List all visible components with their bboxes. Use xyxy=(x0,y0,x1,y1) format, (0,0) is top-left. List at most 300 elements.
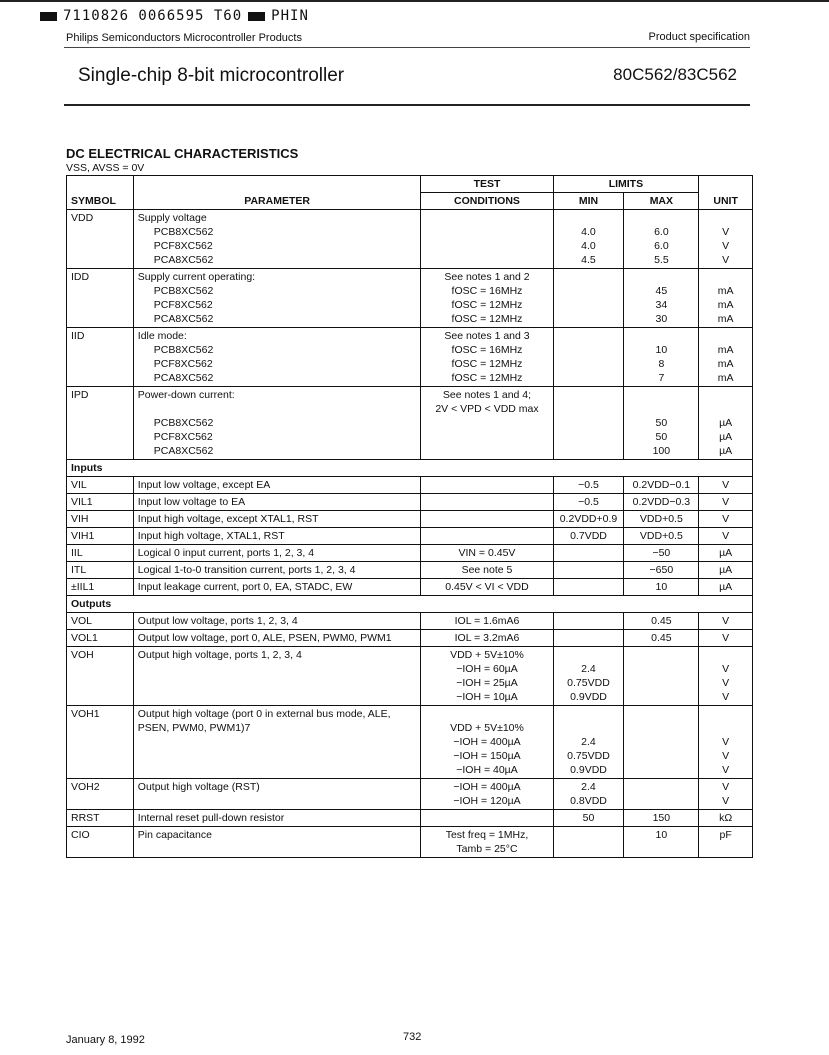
cell-parameter-line: Output high voltage (port 0 in external bus mode, ALE, xyxy=(137,708,391,720)
cell-max xyxy=(624,706,699,779)
cell-max-line: 100 xyxy=(652,445,671,457)
cell-min xyxy=(553,269,624,328)
cell-unit-line: V xyxy=(722,736,730,748)
cell-min-line: 4.0 xyxy=(581,226,596,238)
cell-max-line xyxy=(628,707,694,721)
cell-unit-line: V xyxy=(722,795,730,807)
cell-conditions xyxy=(421,630,553,647)
table-row xyxy=(67,269,753,328)
cell-test xyxy=(421,511,553,528)
cell-min-line xyxy=(558,828,620,842)
cell-min-line xyxy=(558,721,620,735)
cell-conditions xyxy=(421,827,553,858)
cell-unit xyxy=(699,613,753,630)
cell-unit xyxy=(699,269,753,328)
cell-conditions-line xyxy=(425,239,548,253)
cell-parameter xyxy=(133,779,421,810)
cell-parameter-line: Pin capacitance xyxy=(137,829,212,841)
cell-unit-line xyxy=(703,707,748,721)
col-header-test: TEST xyxy=(421,176,553,193)
cell-unit xyxy=(699,630,753,647)
cell-min xyxy=(553,562,624,579)
cell-min-line: 0.9VDD xyxy=(570,691,607,703)
cell-max-line: 6.0 xyxy=(654,226,669,238)
cell-unit-line xyxy=(703,648,748,662)
col-header-limits: LIMITS xyxy=(553,176,699,193)
cell-max-line xyxy=(628,763,694,777)
cell-par: Input low voltage, except EA xyxy=(133,477,421,494)
cell-conditions xyxy=(421,269,553,328)
section-label: Inputs xyxy=(67,460,753,477)
cell-min-line xyxy=(558,707,620,721)
cell-conditions xyxy=(421,647,553,706)
cell-parameter-line: Output high voltage, ports 1, 2, 3, 4 xyxy=(137,649,302,661)
cell-min-line xyxy=(558,631,620,645)
cell-conditions xyxy=(421,328,553,387)
cell-unit-line: V xyxy=(722,691,730,703)
cell-conditions-line: −IOH = 40µA xyxy=(456,764,518,776)
cell-max-line xyxy=(628,211,694,225)
barcode-block-icon xyxy=(248,12,265,21)
cell-max-line xyxy=(628,329,694,343)
cell-test: See note 5 xyxy=(421,562,553,579)
cell-conditions-line: −IOH = 60µA xyxy=(456,663,518,675)
cell-conditions-line: fOSC = 16MHz xyxy=(451,285,523,297)
cell-min: 0.7VDD xyxy=(553,528,624,545)
cell-conditions-line: fOSC = 12MHz xyxy=(451,313,523,325)
cell-unit-line xyxy=(703,388,748,402)
cell-unit-line: pF xyxy=(719,829,732,841)
cell-unit-line xyxy=(703,721,748,735)
cell-unit-line: V xyxy=(722,632,730,644)
cell-symbol: VDD xyxy=(67,210,134,269)
cell-unit-line: mA xyxy=(717,285,734,297)
barcode-digits: 7110826 0066595 T60 xyxy=(63,8,243,24)
cell-sym: ±IIL1 xyxy=(67,579,134,596)
table-row xyxy=(67,210,753,269)
cell-parameter-line: PCA8XC562 xyxy=(153,254,214,266)
cell-min xyxy=(553,810,624,827)
cell-parameter-line: Output high voltage (RST) xyxy=(137,781,260,793)
cell-min-line xyxy=(558,402,620,416)
cell-conditions-line xyxy=(425,416,548,430)
cell-conditions-line xyxy=(425,211,548,225)
cell-conditions-line: See notes 1 and 4; xyxy=(442,389,532,401)
cell-parameter-line xyxy=(138,763,417,777)
cell-conditions-line: −IOH = 120µA xyxy=(453,795,521,807)
cell-max-line xyxy=(628,690,694,704)
cell-unit xyxy=(699,210,753,269)
cell-conditions-line: VDD + 5V±10% xyxy=(450,722,524,734)
table-row xyxy=(67,630,753,647)
cell-parameter xyxy=(133,613,421,630)
cell-unit: V xyxy=(699,494,753,511)
cell-parameter-line: PCF8XC562 xyxy=(153,299,213,311)
cell-unit-line: V xyxy=(722,677,730,689)
cell-unit-line xyxy=(703,402,748,416)
cell-parameter-line xyxy=(138,842,417,856)
cell-conditions xyxy=(421,810,553,827)
cell-min-line xyxy=(558,270,620,284)
cell-min-line: 2.4 xyxy=(581,663,596,675)
cell-conditions xyxy=(421,210,553,269)
cell-min-line xyxy=(558,312,620,326)
cell-max xyxy=(624,269,699,328)
cell-unit-line: kΩ xyxy=(719,812,733,824)
cell-conditions-line: fOSC = 16MHz xyxy=(451,344,523,356)
cell-conditions-line: Test freq = 1MHz, xyxy=(445,829,529,841)
cell-min xyxy=(553,827,624,858)
cell-par: Logical 1-to-0 transition current, ports 1, 2, 3, 4 xyxy=(133,562,421,579)
cell-min-line xyxy=(558,430,620,444)
cell-symbol: VOH xyxy=(67,647,134,706)
cell-conditions-line: See notes 1 and 2 xyxy=(444,271,530,283)
cell-min-line: 2.4 xyxy=(581,736,596,748)
col-header-symbol: SYMBOL xyxy=(67,176,134,210)
footer-page-number: 732 xyxy=(403,1031,422,1043)
cell-max-line: 7 xyxy=(658,372,665,384)
col-header-min: MIN xyxy=(553,193,624,210)
table-row xyxy=(67,579,753,596)
cell-parameter xyxy=(133,647,421,706)
cell-max-line: 10 xyxy=(655,344,668,356)
cell-min: 0.2VDD+0.9 xyxy=(553,511,624,528)
cell-unit: µA xyxy=(699,579,753,596)
table-row xyxy=(67,647,753,706)
cell-unit-line: mA xyxy=(717,372,734,384)
cell-unit-line: µA xyxy=(719,445,733,457)
cell-max: 0.2VDD−0.1 xyxy=(624,477,699,494)
cell-min xyxy=(553,387,624,460)
cell-unit-line: V xyxy=(722,781,730,793)
cell-max-line xyxy=(628,388,694,402)
cell-min-line xyxy=(558,357,620,371)
cell-unit: V xyxy=(699,477,753,494)
cell-unit-line: µA xyxy=(719,417,733,429)
cell-parameter-line xyxy=(138,735,417,749)
cell-max-line xyxy=(628,270,694,284)
cell-max-line xyxy=(628,842,694,856)
table-row xyxy=(67,545,753,562)
cell-max xyxy=(624,613,699,630)
cell-min xyxy=(553,779,624,810)
cell-unit-line: V xyxy=(722,226,730,238)
cell-conditions-line: fOSC = 12MHz xyxy=(451,372,523,384)
cell-max-line: 6.0 xyxy=(654,240,669,252)
cell-min xyxy=(553,328,624,387)
cell-unit-line: V xyxy=(722,750,730,762)
cell-parameter-line: PCA8XC562 xyxy=(153,445,214,457)
cell-unit: µA xyxy=(699,545,753,562)
cell-max-line xyxy=(628,721,694,735)
cell-unit xyxy=(699,328,753,387)
cell-max-line: 45 xyxy=(655,285,668,297)
cell-conditions xyxy=(421,706,553,779)
cell-max-line xyxy=(628,735,694,749)
table-row xyxy=(67,328,753,387)
cell-parameter xyxy=(133,827,421,858)
cell-parameter-line: Output low voltage, ports 1, 2, 3, 4 xyxy=(137,615,298,627)
cell-unit xyxy=(699,779,753,810)
cell-unit-line xyxy=(703,270,748,284)
table-row xyxy=(67,810,753,827)
cell-unit-line xyxy=(703,329,748,343)
cell-max-line xyxy=(628,780,694,794)
cell-par: Input leakage current, port 0, EA, STADC, EW xyxy=(133,579,421,596)
cell-parameter-line: PCF8XC562 xyxy=(153,240,213,252)
dc-characteristics-table xyxy=(66,175,753,858)
cell-min xyxy=(553,613,624,630)
cell-conditions-line: −IOH = 150µA xyxy=(453,750,521,762)
cell-max-line: 50 xyxy=(655,417,668,429)
cell-max-line: 8 xyxy=(658,358,665,370)
cell-parameter-line: Output low voltage, port 0, ALE, PSEN, PWM0, PWM1 xyxy=(137,632,392,644)
cell-symbol: IID xyxy=(67,328,134,387)
cell-min xyxy=(553,706,624,779)
table-row xyxy=(67,706,753,779)
cell-min-line xyxy=(558,329,620,343)
cell-max-line: 34 xyxy=(655,299,668,311)
cell-max: −50 xyxy=(624,545,699,562)
table-row xyxy=(67,613,753,630)
cell-conditions-line xyxy=(425,444,548,458)
cell-max: 0.2VDD−0.3 xyxy=(624,494,699,511)
cell-unit-line: mA xyxy=(717,344,734,356)
cell-test: 0.45V < VI < VDD xyxy=(421,579,553,596)
table-row xyxy=(67,494,753,511)
cell-max-line xyxy=(628,402,694,416)
cell-max-line xyxy=(628,749,694,763)
cell-max: VDD+0.5 xyxy=(624,511,699,528)
table-row xyxy=(67,827,753,858)
cell-min-line: 2.4 xyxy=(581,781,596,793)
cell-unit: V xyxy=(699,511,753,528)
cell-min-line xyxy=(558,614,620,628)
cell-parameter-line xyxy=(138,662,417,676)
cell-unit xyxy=(699,706,753,779)
table-row xyxy=(67,562,753,579)
cell-min xyxy=(553,210,624,269)
table-row xyxy=(67,477,753,494)
cell-conditions-line xyxy=(425,253,548,267)
cell-conditions-line: −IOH = 400µA xyxy=(453,781,521,793)
section-row xyxy=(67,460,753,477)
cell-symbol: VOH1 xyxy=(67,706,134,779)
cell-conditions-line xyxy=(425,225,548,239)
cell-conditions xyxy=(421,613,553,630)
cell-parameter-line: Power-down current: xyxy=(137,389,235,401)
cell-parameter-line: PCF8XC562 xyxy=(153,358,213,370)
cell-test xyxy=(421,528,553,545)
cell-sym: IIL xyxy=(67,545,134,562)
cell-symbol: RRST xyxy=(67,810,134,827)
cell-max-line: 50 xyxy=(655,431,668,443)
cell-min-line: 0.75VDD xyxy=(567,750,610,762)
cell-parameter xyxy=(133,328,421,387)
cell-test xyxy=(421,477,553,494)
cell-sym: VIH1 xyxy=(67,528,134,545)
cell-parameter-line xyxy=(138,794,417,808)
cell-max xyxy=(624,387,699,460)
cell-parameter xyxy=(133,210,421,269)
cell-parameter-line: PSEN, PWM0, PWM1)7 xyxy=(137,722,251,734)
cell-parameter xyxy=(133,630,421,647)
cell-max-line: 0.45 xyxy=(651,615,672,627)
cell-min-line: 0.8VDD xyxy=(570,795,607,807)
cell-min-line xyxy=(558,371,620,385)
document-type: Product specification xyxy=(648,31,750,43)
cell-max xyxy=(624,210,699,269)
col-header-unit: UNIT xyxy=(699,176,753,210)
cell-max-line xyxy=(628,676,694,690)
cell-min-line xyxy=(558,388,620,402)
table-body xyxy=(67,210,753,858)
cell-unit-line xyxy=(703,211,748,225)
section-title: DC ELECTRICAL CHARACTERISTICS xyxy=(66,146,299,161)
cell-conditions-line xyxy=(425,707,548,721)
cell-par: Logical 0 input current, ports 1, 2, 3, 4 xyxy=(133,545,421,562)
cell-conditions-line: 2V < VPD < VDD max xyxy=(435,403,539,415)
barcode-block-icon xyxy=(40,12,57,21)
cell-unit: V xyxy=(699,528,753,545)
cell-par: Input high voltage, XTAL1, RST xyxy=(133,528,421,545)
company-line: Philips Semiconductors Microcontroller Products xyxy=(66,32,302,44)
cell-parameter-line: PCB8XC562 xyxy=(153,344,214,356)
title-divider xyxy=(64,104,750,106)
cell-unit-line: V xyxy=(722,615,730,627)
table-row xyxy=(67,779,753,810)
table-row xyxy=(67,528,753,545)
cell-min-line xyxy=(558,284,620,298)
cell-unit-line: V xyxy=(722,663,730,675)
cell-par: Input high voltage, except XTAL1, RST xyxy=(133,511,421,528)
cell-max-line: 150 xyxy=(652,812,671,824)
cell-conditions-line: Tamb = 25°C xyxy=(456,843,518,855)
cell-max-line: 0.45 xyxy=(651,632,672,644)
cell-unit xyxy=(699,810,753,827)
cell-min: −0.5 xyxy=(553,477,624,494)
cell-unit xyxy=(699,827,753,858)
cell-parameter-line: Idle mode: xyxy=(137,330,187,342)
cell-max-line: 30 xyxy=(655,313,668,325)
cell-conditions-line: fOSC = 12MHz xyxy=(451,358,523,370)
cell-max-line xyxy=(628,794,694,808)
cell-parameter-line: PCB8XC562 xyxy=(153,285,214,297)
cell-min-line: 0.9VDD xyxy=(570,764,607,776)
cell-min xyxy=(553,545,624,562)
cell-unit-line: mA xyxy=(717,313,734,325)
cell-conditions-line: −IOH = 400µA xyxy=(453,736,521,748)
cell-min-line xyxy=(558,298,620,312)
cell-max xyxy=(624,827,699,858)
cell-test xyxy=(421,494,553,511)
cell-min-line xyxy=(558,648,620,662)
cell-min xyxy=(553,647,624,706)
cell-conditions-line: VDD + 5V±10% xyxy=(450,649,524,661)
cell-conditions-line xyxy=(425,811,548,825)
cell-conditions-line: See notes 1 and 3 xyxy=(444,330,530,342)
barcode-code: PHIN xyxy=(271,8,309,24)
part-number: 80C562/83C562 xyxy=(613,65,737,84)
cell-unit-line: µA xyxy=(719,431,733,443)
col-header-max: MAX xyxy=(624,193,699,210)
footer-date: January 8, 1992 xyxy=(66,1034,145,1046)
section-label: Outputs xyxy=(67,596,753,613)
cell-conditions-line: IOL = 3.2mA6 xyxy=(454,632,520,644)
cell-parameter-line xyxy=(138,749,417,763)
cell-parameter xyxy=(133,706,421,779)
cell-unit xyxy=(699,647,753,706)
section-row xyxy=(67,596,753,613)
cell-symbol: CIO xyxy=(67,827,134,858)
cell-max-line: 10 xyxy=(655,829,668,841)
cell-max xyxy=(624,810,699,827)
cell-max: −650 xyxy=(624,562,699,579)
cell-max xyxy=(624,779,699,810)
cell-parameter-line: Internal reset pull-down resistor xyxy=(137,812,285,824)
cell-symbol: VOL1 xyxy=(67,630,134,647)
cell-sym: ITL xyxy=(67,562,134,579)
cell-min-line: 4.0 xyxy=(581,240,596,252)
cell-unit-line: V xyxy=(722,254,730,266)
cell-unit-line: V xyxy=(722,240,730,252)
cell-sym: VIH xyxy=(67,511,134,528)
col-header-parameter: PARAMETER xyxy=(133,176,421,210)
cell-symbol: IPD xyxy=(67,387,134,460)
section-subtitle: VSS, AVSS = 0V xyxy=(66,162,145,174)
cell-parameter-line: Supply current operating: xyxy=(137,271,256,283)
cell-max xyxy=(624,647,699,706)
cell-unit-line: mA xyxy=(717,358,734,370)
cell-max xyxy=(624,328,699,387)
cell-min: −0.5 xyxy=(553,494,624,511)
cell-parameter-line xyxy=(138,676,417,690)
cell-unit-line: mA xyxy=(717,299,734,311)
cell-parameter-line: PCB8XC562 xyxy=(153,226,214,238)
cell-max-line xyxy=(628,662,694,676)
cell-min xyxy=(553,630,624,647)
cell-max: VDD+0.5 xyxy=(624,528,699,545)
cell-unit-line xyxy=(703,842,748,856)
cell-parameter-line: PCF8XC562 xyxy=(153,431,213,443)
cell-parameter-line: Supply voltage xyxy=(137,212,207,224)
cell-conditions-line: −IOH = 10µA xyxy=(456,691,518,703)
cell-symbol: VOH2 xyxy=(67,779,134,810)
cell-test: VIN = 0.45V xyxy=(421,545,553,562)
cell-max: 10 xyxy=(624,579,699,596)
cell-min-line xyxy=(558,416,620,430)
cell-max-line: 5.5 xyxy=(654,254,669,266)
scan-edge-line xyxy=(0,0,829,2)
document-title: Single-chip 8-bit microcontroller xyxy=(78,65,345,86)
cell-parameter xyxy=(133,269,421,328)
cell-parameter-line: PCA8XC562 xyxy=(153,372,214,384)
cell-parameter xyxy=(133,387,421,460)
cell-min-line: 50 xyxy=(582,812,595,824)
cell-conditions-line: −IOH = 25µA xyxy=(456,677,518,689)
cell-parameter-line xyxy=(138,402,417,416)
cell-sym: VIL1 xyxy=(67,494,134,511)
cell-min-line xyxy=(558,343,620,357)
cell-sym: VIL xyxy=(67,477,134,494)
cell-min-line xyxy=(558,444,620,458)
scan-barcode-line xyxy=(40,8,309,24)
cell-par: Input low voltage to EA xyxy=(133,494,421,511)
cell-conditions xyxy=(421,387,553,460)
table-row xyxy=(67,511,753,528)
cell-parameter xyxy=(133,810,421,827)
cell-unit xyxy=(699,387,753,460)
